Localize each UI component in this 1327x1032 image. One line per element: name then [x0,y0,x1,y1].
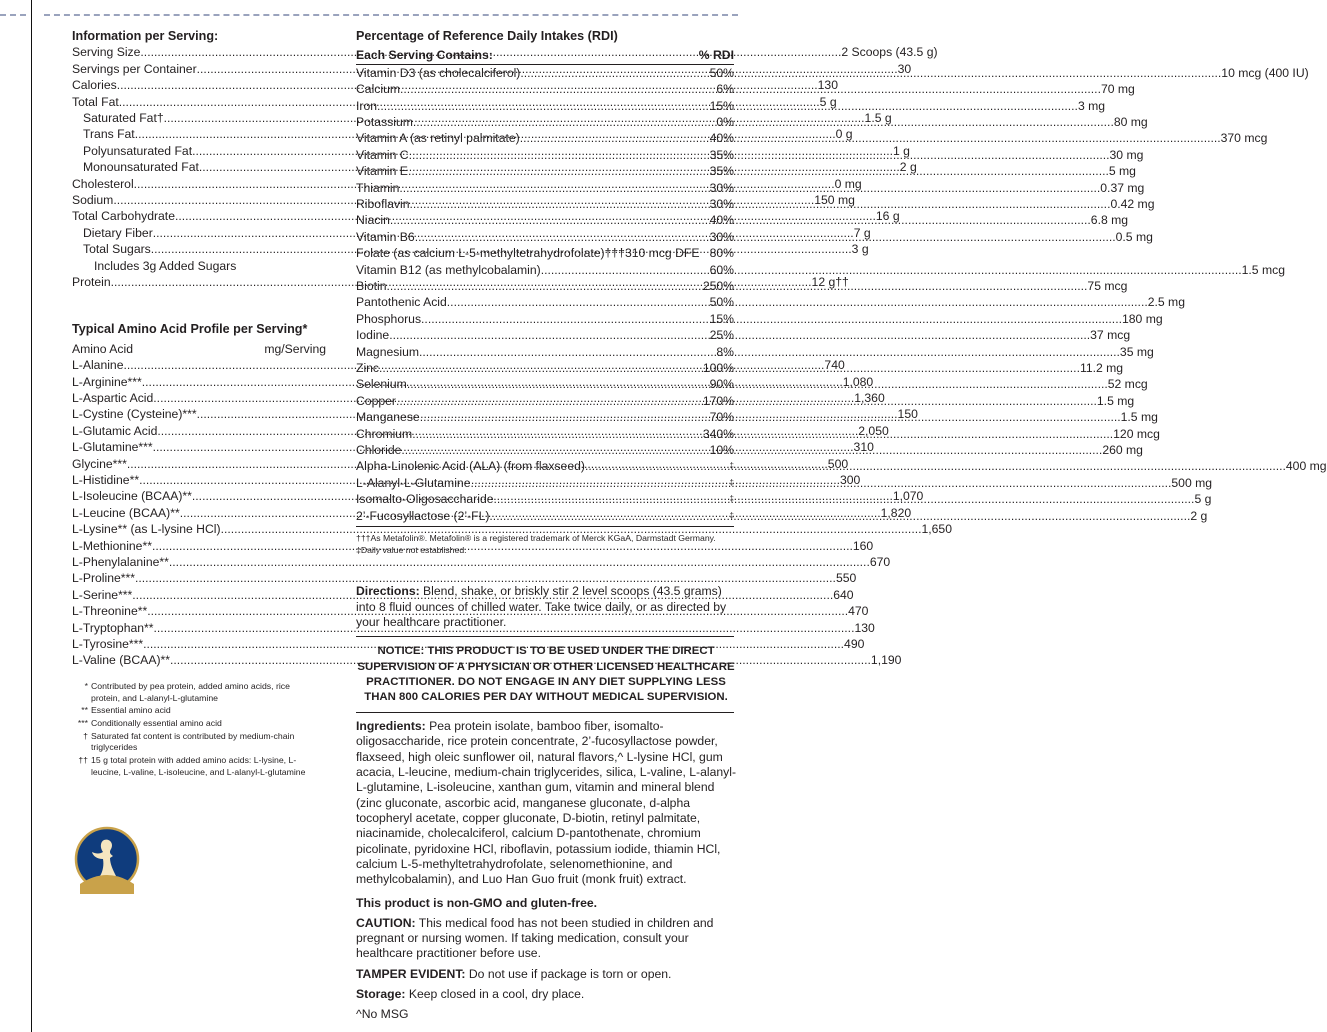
footnote-text: Contributed by pea protein, added amino acids, rice protein, and L-alanyl-L-glutamine [91,680,290,703]
amino-footnote [72,731,326,754]
rdi-value: 70 mg [1100,82,1135,97]
rdi-label: Iron [356,98,378,113]
dot-leader [419,344,1120,360]
amino-label: L-Tryptophan** [72,620,154,635]
rdi-label: Copper [356,393,396,408]
rdi-value: 370 mcg [1220,131,1268,146]
no-msg: ^No MSG [356,1007,409,1022]
amino-label: L-Serine*** [72,587,133,602]
storage-label: Storage: [356,986,406,1001]
rdi-value: 80 mg [1113,114,1148,129]
rdi-footnote-metafolin: †††As Metafolin®. Metafolin® is a registered trademark of Merck KGaA, Darmstadt Germany. [356,533,716,544]
rdi-each: Each Serving Contains: [356,48,493,63]
rdi-label: Phosphorus [356,311,422,326]
rdi-label: Pantothenic Acid [356,295,447,310]
directions-text: Blend, shake, or briskly stir 2 level scoops (43.5 grams) into 8 fluid ounces of chilled water. Take twice daily, or as directed by your healthcare practitioner. [356,584,727,630]
serving-value: 1 g [893,143,910,158]
notice: NOTICE: THIS PRODUCT IS TO BE USED UNDER THE DIRECT SUPERVISION OF A PHYSICIAN OR OTHER LICENSED HEALTHCARE PRACTITIONER. DO NOT ENGAGE IN ANY DIET SUPPLYING LESS THAN 800 CALORIES PER DAY WITHOUT MEDICAL SUPERVISION. [357,645,735,703]
rdi-label: Vitamin B6 [356,229,415,244]
dot-leader [489,508,1190,524]
dot-leader [409,147,1110,163]
serving-label: Polyunsaturated Fat [83,143,193,158]
rdi-percent: 250% [702,278,734,293]
dot-leader [415,229,1116,245]
serving-label: Total Fat [72,94,119,109]
amino-label: L-Tyrosine*** [72,637,144,651]
rdi-percent: 70% [709,410,734,425]
rdi-label: Biotin [356,278,387,293]
serving-value: 1.5 g [864,110,892,125]
amino-label: L-Histidine** [72,472,140,487]
amino-value: 470 [848,604,869,619]
rdi-percent: 0% [716,114,734,129]
footnote-mark: *** [77,717,88,728]
amino-value: 670 [869,554,891,569]
tamper-text: Do not use if package is torn or open. [465,966,672,981]
rdi-header [356,47,736,63]
amino-footnote [72,705,326,717]
amino-value: 310 [853,440,874,455]
serving-label: Trans Fat [83,127,135,142]
rdi-value: 37 mcg [1090,328,1131,343]
amino-value: 1,360 [854,390,885,405]
dot-leader [408,163,1109,179]
rdi-row [356,245,736,261]
rdi-label: Chromium [356,426,413,441]
caution-text: This medical food has not been studied in children and pregnant or nursing women. If taking medication, consult your healthcare practitioner before use. [356,915,714,961]
amino-label: L-Leucine (BCAA)** [72,505,180,520]
rdi-percent: 50% [709,295,734,310]
amino-value: 160 [852,538,874,553]
rdi-percent: 15% [709,311,734,326]
serving-label: Sodium [72,192,114,207]
rdi-main [356,245,700,261]
amino-row [72,603,869,619]
rdi-value: 0.42 mg [1110,196,1155,211]
amino-value: 500 [827,456,849,471]
footnote-mark: † [83,730,88,741]
caution [356,916,736,962]
footnote-text: Conditionally essential amino acid [91,717,222,728]
rdi-percent: ‡ [729,510,734,520]
rdi-value: 0.37 mg [1100,180,1145,195]
non-gmo: This product is non-GMO and gluten-free. [356,896,598,911]
serving-value: 3 g [851,242,869,257]
rdi-percent: ‡ [729,477,734,487]
rdi-percent: 35% [709,164,734,179]
serving-label: Dietary Fiber [83,225,153,240]
amino-label: L-Methionine** [72,538,152,553]
amino-label: L-Aspartic Acid [72,390,154,405]
footnote-text: Saturated fat content is contributed by medium-chain triglycerides [91,730,295,753]
rdi-label: Zinc [356,361,380,376]
top-dash-line [44,14,738,16]
dot-leader [390,212,1091,228]
amino-row [72,554,891,570]
rdi-value: 500 mg [1171,475,1213,490]
amino-value: 130 [854,620,875,635]
rdi-row [356,344,1154,360]
amino-value: 1,080 [842,374,874,389]
dot-leader [420,409,1121,425]
dot-leader [410,196,1111,212]
rdi-label: Riboflavin [356,196,410,211]
dot-leader [387,278,1088,294]
serving-label: Cholesterol [72,176,134,191]
rdi-label: Vitamin D3 (as cholecalciferol) [356,65,521,80]
protein-value: 12 g†† [811,274,849,289]
tamper [356,967,736,982]
rdi-percent: 340% [702,426,734,441]
rdi-value: 310 mcg DFE [624,246,700,261]
amino-row [72,652,902,668]
rdi-label: Folate (as calcium L-5-methyltetrahydrofolate)††† [356,246,625,261]
footnote-text: 15 g total protein with added amino acids: L-lysine, L-leucine, L-valine, L-isoleucine, and L-alanyl-L-glutamine [91,755,306,777]
amino-label: L-Glutamine*** [72,440,153,455]
rdi-value: 5 g [1194,492,1212,507]
rdi-value: 5 mg [1108,164,1136,179]
serving-value: 30 [897,61,912,76]
rdi-percent: 80% [709,246,734,261]
rdi-percent: 50% [709,65,734,80]
rdi-percent: 60% [709,262,734,277]
amino-value: 1,650 [921,522,952,537]
storage-text: Keep closed in a cool, dry place. [405,986,585,1001]
serving-value: 130 [817,78,838,93]
amino-label: L-Proline*** [72,571,136,586]
rdi-row [356,294,1185,310]
rdi-label: Alpha-Linolenic Acid (ALA) (from flaxseed) [356,459,585,474]
amino-col-acid: Amino Acid [72,341,133,356]
ingredients [356,719,736,887]
rdi-value: 1.5 mg [1096,393,1135,408]
serving-value: 16 g [875,209,900,224]
footnote-text: Essential amino acid [91,705,171,716]
serving-title: Information per Serving: [72,29,219,43]
dot-leader [413,114,1114,130]
amino-label: L-Lysine** (as L-lysine HCl) [72,522,221,537]
rdi-label: Potassium [356,114,413,129]
amino-col-mg: mg/Serving [264,341,326,356]
dot-leader [401,442,1102,458]
amino-value: 740 [824,358,845,373]
rdi-percent: ‡ [729,494,734,504]
dot-leader [470,475,1171,491]
ingredients-text: Pea protein isolate, bamboo fiber, isomalto-oligosaccharide, rice protein concentrate, 2’-fucosyllactose powder, flaxseed, high oleic sunflower oil, natural flavors,^ L-lysine HCl, gum acacia, L-leucine, medium-chain triglycerides, silica, L-valine, L-alanyl-L-glutamine, L-isoleucine, xanthan gum, vitamin and mineral blend (zinc gluconate, ascorbic acid, manganese gluconate, d-alpha tocopheryl acetate, copper gluconate, D-biotin, retinyl palmitate, niacinamide, cholecalciferol, calcium D-pantothenate, chromium picolinate, pyridoxine HCl, riboflavin, potassium iodide, thiamin HCl, calcium L-5-methyltetrahydrofolate, selenomethionine, and methylcobalamin), and Luo Han Guo fruit (monk fruit) extract. [356,719,737,887]
amino-label: L-Phenylalanine** [72,554,169,569]
rdi-value: 35 mg [1119,344,1154,359]
top-left-dash [0,14,26,16]
rdi-label: 2’-Fucosyllactose (2’-FL) [356,508,490,523]
rdi-pct-header: % RDI [698,48,734,63]
amino-footnote [72,681,326,704]
amino-value: 490 [844,637,865,651]
serving-value: 0 mg [834,176,862,191]
rdi-label: Vitamin C [356,147,409,162]
rdi-main [356,344,1154,360]
rdi-label: Calcium [356,82,401,97]
rdi-label: Selenium [356,377,407,392]
rdi-label: Isomalto-Oligosaccharide [356,492,494,507]
dot-leader [494,491,1195,507]
rdi-percent: 30% [709,180,734,195]
storage [356,987,736,1002]
rdi-label: L-Alanyl-L-Glutamine [356,475,471,490]
rdi-percent: 25% [709,328,734,343]
dot-leader [407,376,1108,392]
brand-logo [74,826,140,896]
rdi-label: Vitamin E [356,164,408,179]
serving-value: 2 Scoops (43.5 g) [841,45,938,60]
rdi-label: Magnesium [356,344,419,359]
serving-label: Serving Size [72,45,141,60]
amino-value: 550 [835,571,857,586]
rdi-row [356,327,1131,343]
rdi-label: Thiamin [356,180,400,195]
rdi-percent: 35% [709,147,734,162]
rdi-value: 120 mcg [1113,426,1160,441]
amino-header [72,341,326,357]
protein-label: Protein [72,274,111,289]
dot-leader [399,180,1100,196]
amino-title: Typical Amino Acid Profile per Serving* [72,322,308,337]
rdi-value: 75 mcg [1087,278,1128,293]
amino-label: L-Threonine** [72,604,148,619]
amino-value: 640 [833,587,854,602]
ingredients-label: Ingredients: [356,719,426,734]
amino-label: L-Isoleucine (BCAA)** [72,489,192,504]
amino-value: 1,070 [892,489,924,504]
serving-value: 0 g [835,127,853,142]
footnote-mark: †† [78,755,88,766]
rdi-footnote-dv: ‡Daily value not established. [356,544,467,555]
rdi-value: 2 g [1190,508,1208,523]
amino-row [72,620,875,636]
serving-value: 150 mg [814,192,855,207]
rdi-value: 400 mg [1285,459,1327,474]
serving-label: Calories [72,78,117,93]
serving-label: Monounsaturated Fat [83,160,199,175]
amino-footnote [72,718,326,730]
rdi-percent: 40% [709,131,734,146]
left-rule [31,0,32,1032]
amino-value: 2,050 [858,423,889,438]
rdi-label: Iodine [356,328,390,343]
rdi-percent: 6% [716,82,734,97]
rdi-percent: ‡ [729,461,734,471]
amino-label: L-Alanine [72,358,124,373]
serving-label: Servings per Container [72,61,197,76]
rdi-percent: 90% [709,377,734,392]
serving-label: Total Sugars [83,242,151,257]
footnote-mark: * [84,680,88,691]
amino-value: 1,190 [870,653,902,668]
serving-label: Saturated Fat† [83,110,164,125]
rdi-label: Manganese [356,410,420,425]
dot-leader [389,327,1090,343]
rdi-percent: 8% [716,344,734,359]
rdi-label: Niacin [356,213,390,228]
dot-leader [400,81,1101,97]
dot-leader [396,393,1097,409]
rdi-value: 2.5 mg [1147,295,1185,310]
dot-leader [520,65,1221,81]
amino-label: L-Glutamic Acid [72,423,158,438]
dot-leader [412,426,1113,442]
rdi-percent: 15% [709,98,734,113]
rdi-value: 260 mg [1102,443,1143,458]
amino-row [72,570,857,586]
amino-label: L-Cystine (Cysteine)*** [72,407,197,422]
amino-label: Glycine*** [72,456,127,471]
amino-value: 1,820 [880,505,912,520]
caution-label: CAUTION: [356,915,416,930]
serving-value: 5 g [819,94,837,109]
tamper-label: TAMPER EVIDENT: [356,966,466,981]
rdi-value: 180 mg [1121,311,1163,326]
rdi-value: 1.5 mg [1120,410,1158,425]
rdi-percent: 170% [702,393,734,408]
serving-label: Total Carbohydrate [72,209,175,224]
rdi-percent: 30% [709,229,734,244]
serving-value: 7 g [853,225,871,240]
rdi-value: 3 mg [1077,98,1106,113]
amino-footnote [72,755,326,778]
added-sugars: Includes 3g Added Sugars [94,258,237,273]
rdi-value: 30 mg [1109,147,1144,162]
rdi-percent: 40% [709,213,734,228]
rdi-value: 6.8 mg [1090,213,1129,228]
rdi-percent: 30% [709,196,734,211]
amino-label: L-Valine (BCAA)** [72,653,170,668]
rdi-label: Vitamin B12 (as methylcobalamin) [356,262,541,277]
rdi-value: 10 mcg (400 IU) [1221,65,1309,80]
directions [356,584,736,630]
amino-footnotes [72,681,326,779]
rdi-value: 0.5 mg [1115,229,1153,244]
rdi-row [356,262,1285,278]
footnote-mark: ** [81,705,88,716]
amino-label: L-Arginine*** [72,374,142,389]
amino-row [72,636,865,652]
amino-value: 300 [839,472,861,487]
rdi-row [356,311,1163,327]
amino-row [72,521,952,537]
serving-value: 2 g [899,160,917,175]
dot-leader [447,294,1148,310]
rdi-label: Chloride [356,443,402,458]
dot-leader [541,262,1242,278]
directions-label: Directions: [356,584,420,599]
rdi-percent: 10% [709,443,734,458]
dot-leader [520,130,1221,146]
amino-value: 150 [897,407,918,422]
rdi-value: 1.5 mcg [1241,262,1285,277]
dot-leader [421,311,1122,327]
rdi-value: 11.2 mg [1079,361,1124,376]
rdi-title: Percentage of Reference Daily Intakes (RDI) [356,29,618,43]
rdi-value: 52 mcg [1107,377,1148,392]
rdi-label: Vitamin A (as retinyl palmitate) [356,131,520,146]
rdi-percent: 100% [702,361,734,376]
